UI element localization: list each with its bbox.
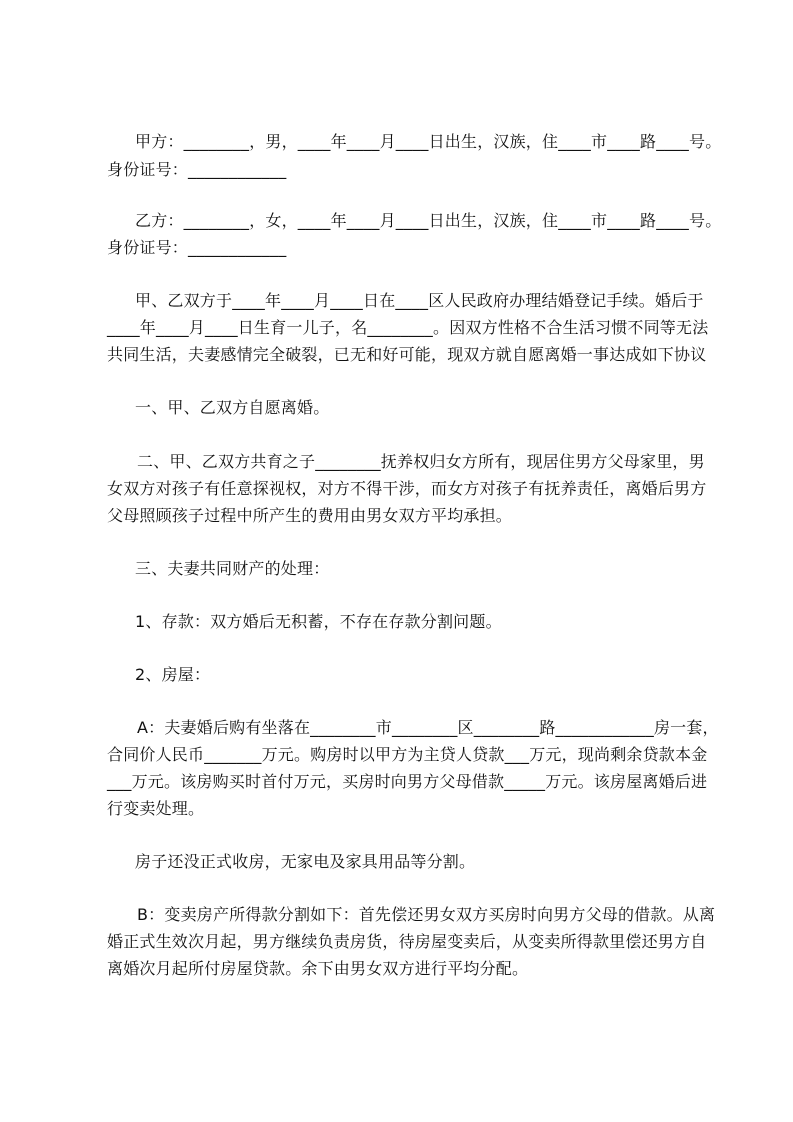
background-line-2: ____年____月____日生育一儿子，名________。因双方性格不合生活习惯不同等无法 bbox=[107, 318, 709, 337]
clause-1-text: 一、甲、乙双方自愿离婚。 bbox=[135, 398, 330, 417]
clause-2-line-3: 父母照顾孩子过程中所产生的费用由男女双方平均承担。 bbox=[107, 506, 513, 525]
item-b-line-1: B：变卖房产所得款分割如下：首先偿还男女双方买房时向男方父母的借款。从离 bbox=[137, 905, 716, 924]
background-line-3: 共同生活，夫妻感情完全破裂，已无和好可能，现双方就自愿离婚一事达成如下协议 bbox=[107, 345, 707, 364]
party-b-line-2: 身份证号：____________ bbox=[107, 238, 287, 257]
background-line-1: 甲、乙双方于____年____月____日在____区人民政府办理结婚登记手续。婚后于 bbox=[135, 291, 704, 310]
item-b-line-2: 婚正式生效次月起，男方继续负责房货，待房屋变卖后，从变卖所得款里偿还男方自 bbox=[107, 932, 707, 951]
clause-3-heading: 三、夫妻共同财产的处理： bbox=[135, 559, 330, 578]
party-a-line-2: 身份证号：____________ bbox=[107, 160, 287, 179]
clause-2-line-1: 二、甲、乙双方共育之子________抚养权归女方所有，现居住男方父母家里，男 bbox=[137, 452, 705, 471]
item-1-deposit: 1、存款：双方婚后无积蓄，不存在存款分割问题。 bbox=[135, 612, 502, 631]
party-a-line-1: 甲方：________，男，____年____月____日出生，汉族，住____市____路____号。 bbox=[135, 132, 722, 151]
house-note: 房子还没正式收房，无家电及家具用品等分割。 bbox=[135, 852, 476, 871]
item-a-line-3: ___万元。该房购买时首付万元，买房时向男方父母借款_____万元。该房屋离婚后进 bbox=[107, 772, 708, 791]
item-2-house: 2、房屋： bbox=[135, 665, 211, 684]
item-a-line-4: 行变卖处理。 bbox=[107, 799, 205, 818]
clause-2-line-2: 女双方对孩子有任意探视权，对方不得干涉，而女方对孩子有抚养责任，离婚后男方 bbox=[107, 479, 707, 498]
item-a-line-2: 合同价人民币_______万元。购房时以甲方为主贷人贷款___万元，现尚剩余贷款本金 bbox=[107, 745, 708, 764]
party-b-line-1: 乙方：________，女，____年____月____日出生，汉族，住____市____路____号。 bbox=[135, 211, 722, 230]
item-a-line-1: A：夫妻婚后购有坐落在________市________区________路____________房一套， bbox=[137, 718, 719, 737]
item-b-line-3: 离婚次月起所付房屋贷款。余下由男女双方进行平均分配。 bbox=[107, 959, 529, 978]
